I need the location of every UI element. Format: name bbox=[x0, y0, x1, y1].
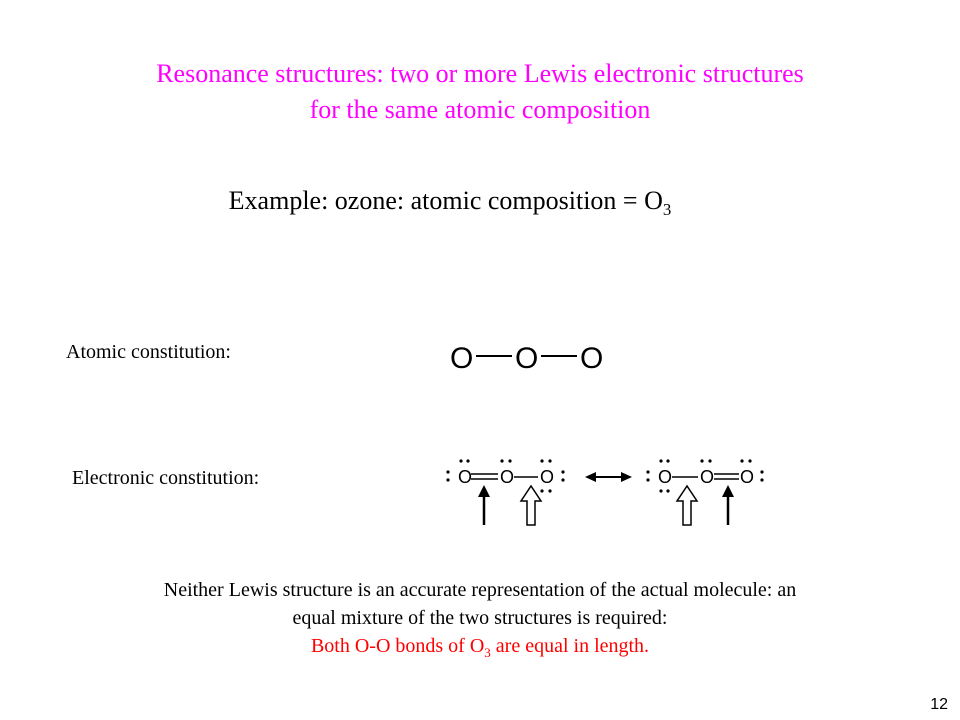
conclusion-line-2: equal mixture of the two structures is required: bbox=[292, 607, 668, 629]
electronic-constitution-diagram bbox=[440, 445, 780, 530]
filled-arrowhead-2 bbox=[722, 485, 734, 497]
resonance-arrow-left-head bbox=[585, 472, 596, 482]
resonance-arrow-right-head bbox=[621, 472, 632, 482]
atom-o-left: O bbox=[658, 467, 673, 487]
atom-o-left: O bbox=[458, 467, 473, 487]
conclusion-line-3-before: Both O-O bonds of O bbox=[310, 635, 485, 657]
atom-o-2: O bbox=[515, 342, 539, 375]
atom-o-right: O bbox=[740, 467, 755, 487]
example-text: Example: ozone: atomic composition = O bbox=[228, 186, 663, 215]
atomic-constitution-diagram bbox=[440, 330, 620, 380]
atomic-constitution-label: Atomic constitution: bbox=[66, 341, 231, 363]
hollow-arrow-2 bbox=[677, 486, 697, 525]
conclusion-line-1: Neither Lewis structure is an accurate representation of the actual molecule: an bbox=[163, 579, 797, 601]
slide-title bbox=[0, 56, 960, 128]
atom-o-3: O bbox=[580, 342, 604, 375]
conclusion-line-3-subscript: 3 bbox=[484, 645, 491, 660]
conclusion-text bbox=[0, 576, 960, 667]
filled-arrowhead-1 bbox=[478, 485, 490, 497]
example-line bbox=[0, 186, 900, 220]
resonance-structure-1 bbox=[446, 459, 564, 525]
page-number: 12 bbox=[930, 696, 948, 713]
atom-o-center: O bbox=[500, 467, 515, 487]
title-line-1: Resonance structures: two or more Lewis electronic structures bbox=[156, 59, 804, 88]
atom-o-1: O bbox=[450, 342, 474, 375]
electronic-constitution-label: Electronic constitution: bbox=[72, 467, 260, 489]
resonance-structure-2 bbox=[646, 459, 763, 525]
conclusion-line-3 bbox=[0, 632, 960, 667]
title-line-2: for the same atomic composition bbox=[309, 95, 651, 124]
atom-o-right: O bbox=[540, 467, 555, 487]
hollow-arrow-1 bbox=[521, 486, 541, 525]
atom-o-center: O bbox=[700, 467, 715, 487]
example-subscript: 3 bbox=[662, 200, 672, 220]
conclusion-line-3-after: are equal in length. bbox=[490, 635, 650, 657]
